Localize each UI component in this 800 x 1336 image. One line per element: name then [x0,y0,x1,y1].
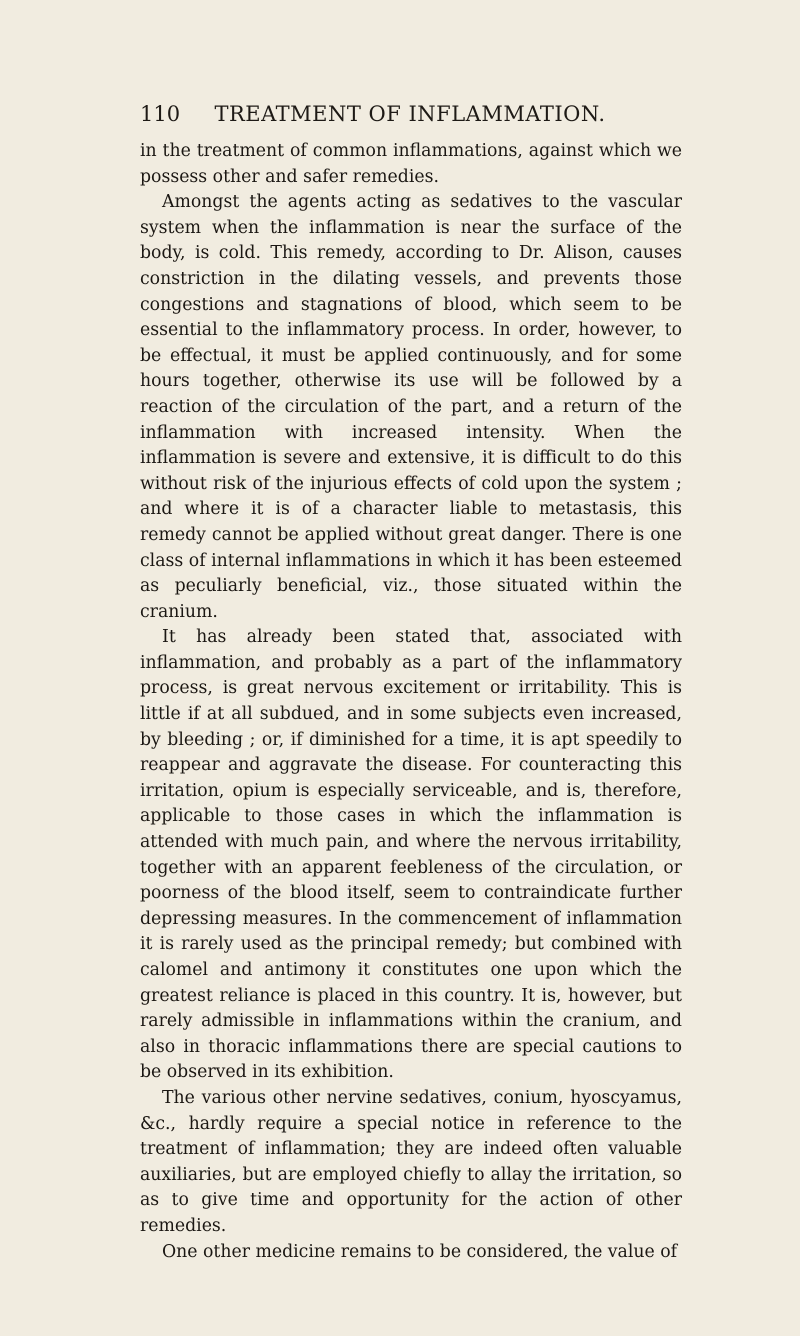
paragraph: The various other nervine sedatives, conium, hyoscyamus, &c., hardly require a special notice in reference to the treatment of inflammation; they are indeed often valuable auxiliaries, but are employed chiefly to allay the irritation, so as to give time and opportunity for the action of other remedies. [140,1087,682,1236]
paragraph: in the treatment of common inflammations, against which we possess other and safer remedies. [140,141,682,187]
page-header [140,102,680,126]
page-number: 110 [140,102,181,126]
paragraph: It has already been stated that, associated with inflammation, and probably as a part of the inflammatory process, is great nervous excitement or irritability. This is little if at all subdued, and in some subjects even increased, by bleeding ; or, if diminished for a time, it is apt speedily to reappear and aggravate the disease. For counteracting this irritation, opium is especially serviceable, and is, therefore, applicable to those cases in which the inflammation is attended with much pain, and where the nervous irritability, together with an apparent feebleness of the circulation, or poorness of the blood itself, seem to contraindicate further depressing measures. In the commencement of inflammation it is rarely used as the principal remedy; but combined with calomel and antimony it constitutes one upon which the greatest reliance is placed in this country. It is, however, but rarely admissible in inflammations within the cranium, and also in thoracic inflammations there are special cautions to be observed in its exhibition. [140,627,682,1083]
body-text [140,139,682,1265]
running-head: TREATMENT OF INFLAMMATION. [214,102,606,126]
paragraph: Amongst the agents acting as sedatives to the vascular system when the inflammation is near the surface of the body, is cold. This remedy, according to Dr. Alison, causes constriction in the dilating vessels, and prevents those congestions and stagnations of blood, which seem to be essential to the inflammatory process. In order, however, to be effectual, it must be applied continuously, and for some hours together, otherwise its use will be followed by a reaction of the circulation of the part, and a return of the inflammation with increased intensity. When the inflammation is severe and extensive, it is difficult to do this without risk of the injurious effects of cold upon the system ; and where it is of a character liable to metastasis, this remedy cannot be applied without great danger. There is one class of internal inflammations in which it has been esteemed as peculiarly beneficial, viz., those situated within the cranium. [140,192,682,622]
paragraph: One other medicine remains to be considered, the value of [162,1241,678,1262]
